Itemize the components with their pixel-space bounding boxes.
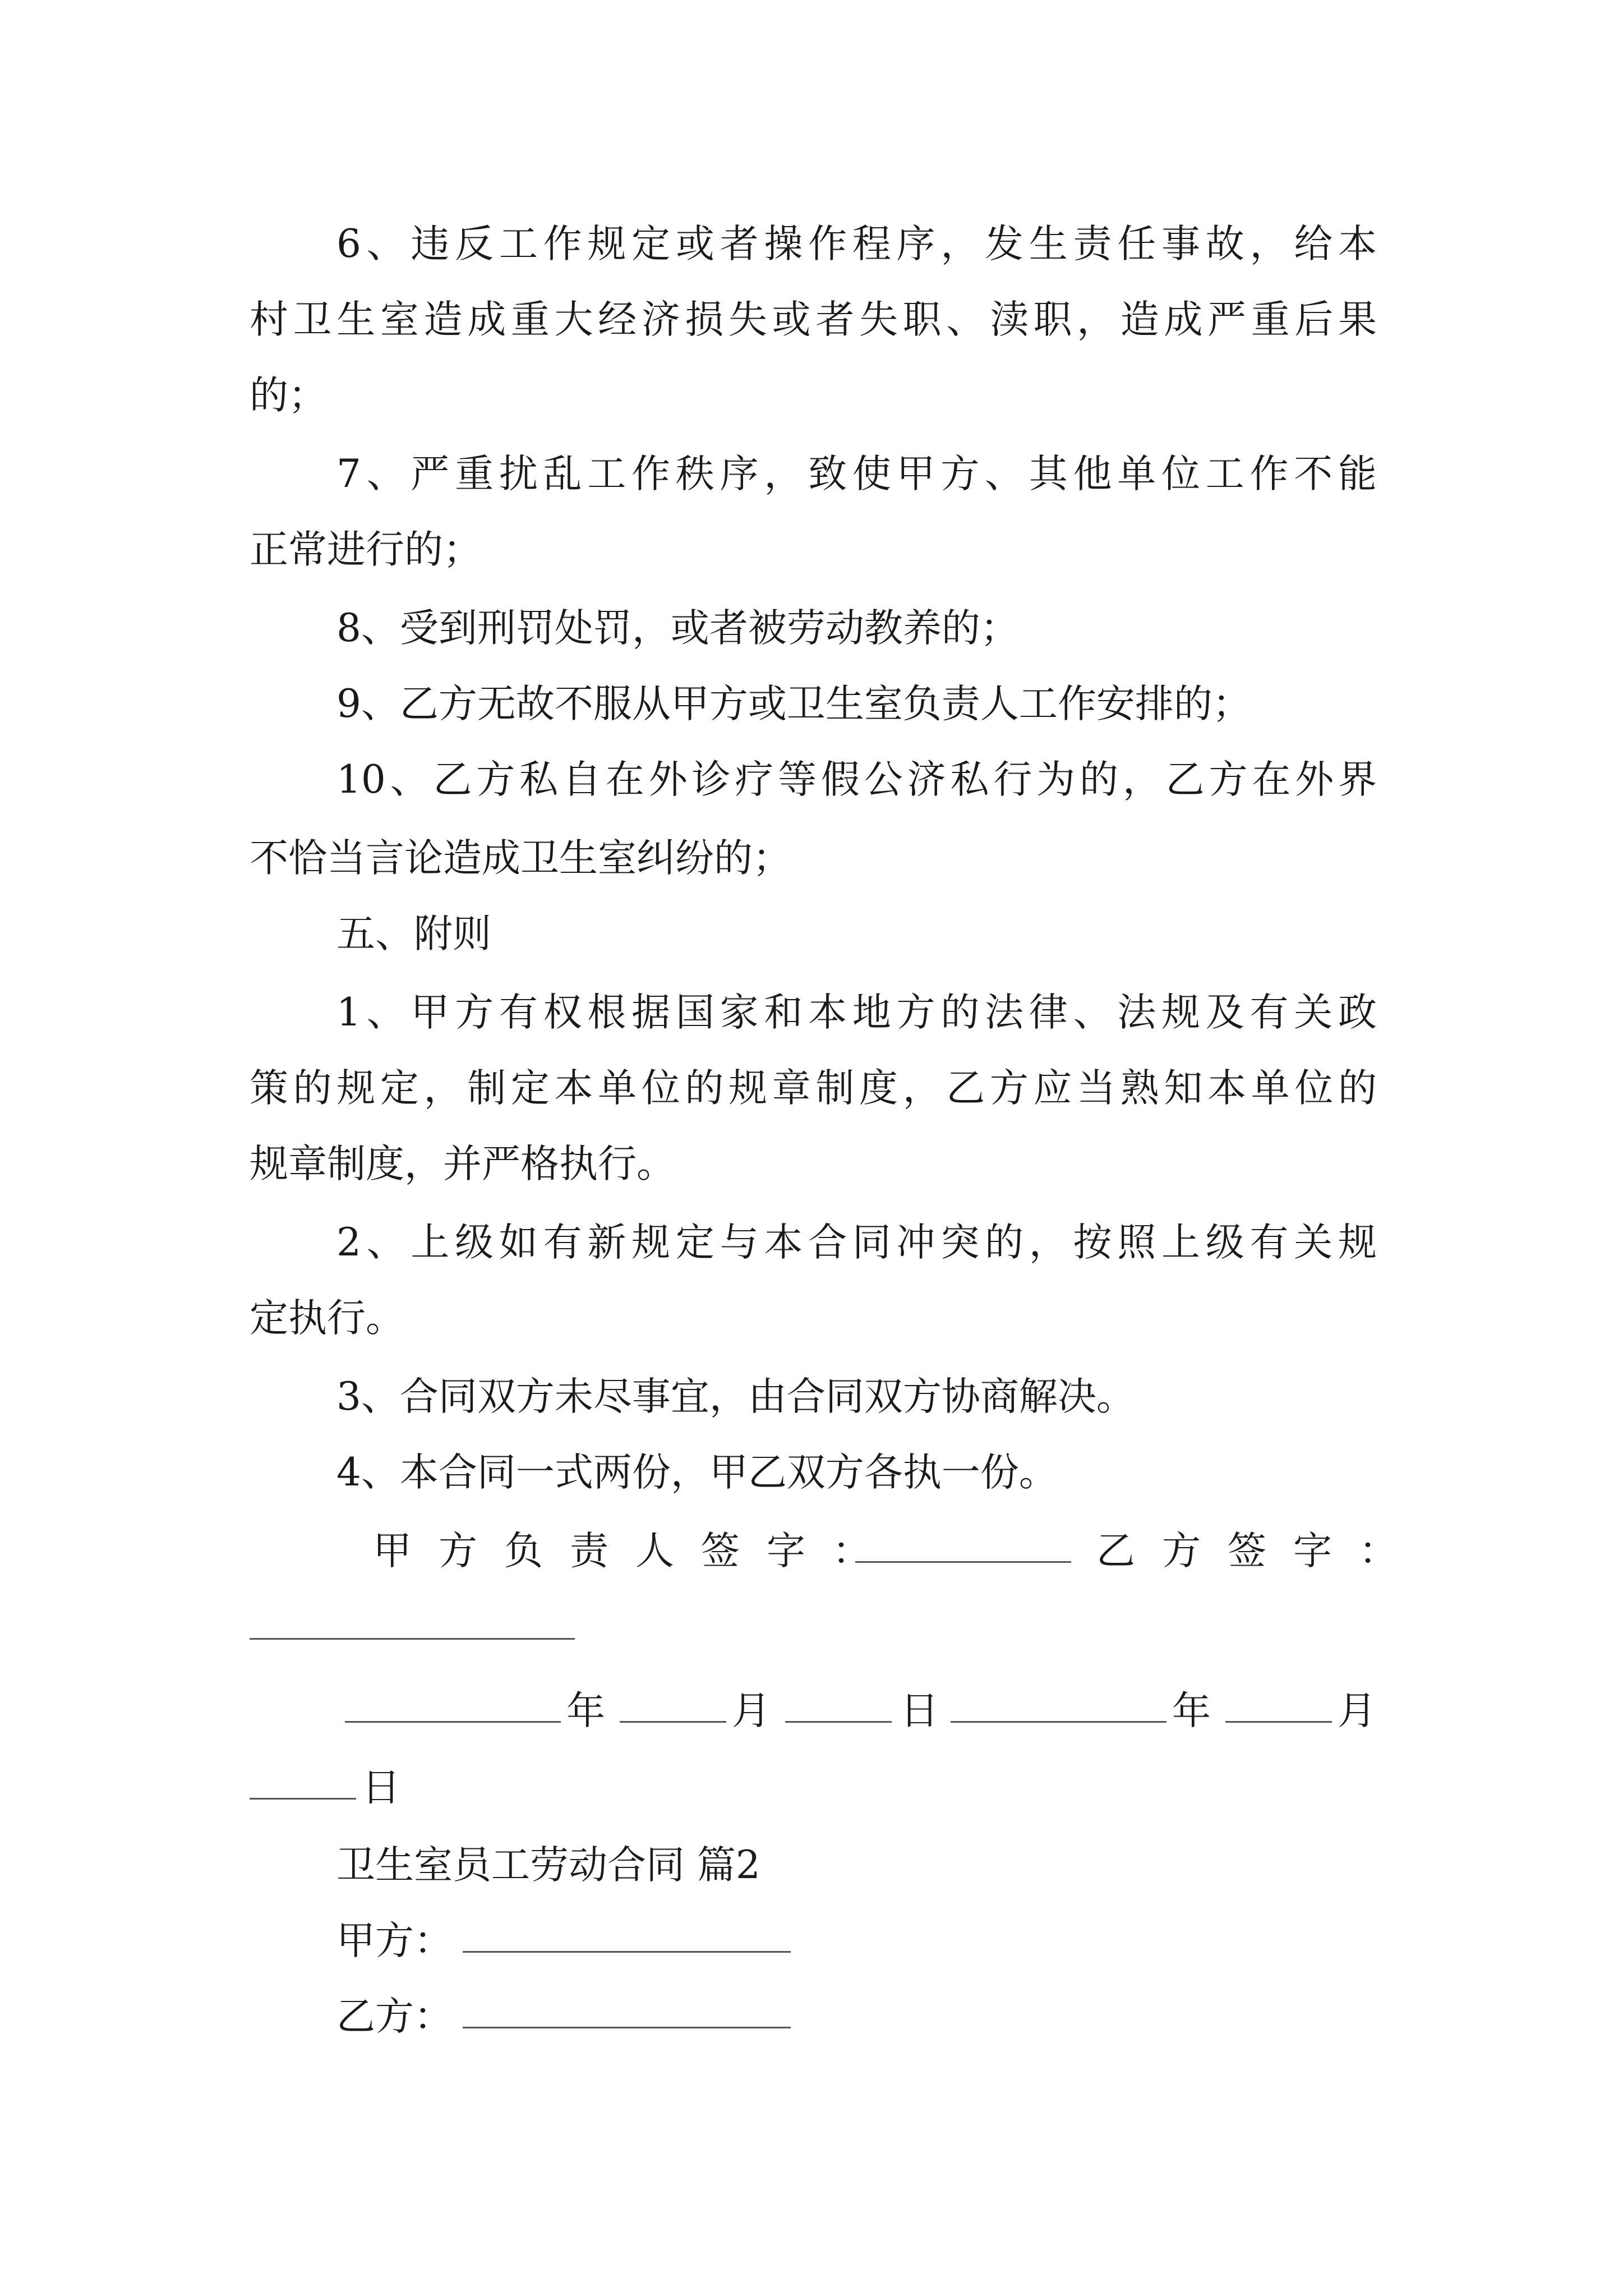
sign-party-b-label: 乙方签字： [1096,1529,1424,1573]
article-1-line-3: 规章制度，并严格执行。 [250,1142,675,1186]
para-6-line-3: 的； [250,373,327,418]
section-5-heading: 五、附则 [336,912,491,956]
date-a-month-label: 月 [732,1688,771,1733]
date-b-day-blank [250,1798,356,1800]
date-b-day-label: 日 [362,1765,400,1810]
para-10-line-2: 不恰当言论造成卫生室纠纷的； [250,836,791,881]
sign-party-b-blank [250,1638,575,1640]
sign-party-a-blank [855,1561,1071,1563]
party-b-label: 乙方： [336,1994,453,2039]
para-7-line-1: 7、严重扰乱工作秩序，致使甲方、其他单位工作不能 [336,452,1377,496]
article-3: 3、合同双方未尽事宜，由合同双方协商解决。 [336,1374,1135,1419]
article-4: 4、本合同一式两份，甲乙双方各执一份。 [336,1450,1058,1495]
article-2-line-2: 定执行。 [250,1296,404,1341]
para-6-line-2: 村卫生室造成重大经济损失或者失职、渎职，造成严重后果 [250,297,1377,342]
date-b-year-label: 年 [1172,1688,1211,1733]
party-a-blank [463,1951,791,1953]
para-9: 9、乙方无故不服从甲方或卫生室负责人工作安排的； [336,682,1251,726]
date-b-year-blank [951,1721,1166,1723]
sign-party-a-label: 甲方负责人签字： [373,1529,898,1573]
date-a-day-blank [785,1721,892,1723]
date-b-month-blank [1225,1721,1332,1723]
party-b-blank [463,2027,791,2028]
date-a-month-blank [620,1721,726,1723]
date-a-day-label: 日 [900,1688,939,1733]
contract-2-title: 卫生室员工劳动合同 篇2 [336,1843,760,1888]
para-6-line-1: 6、违反工作规定或者操作程序，发生责任事故，给本 [336,222,1377,266]
article-1-line-2: 策的规定，制定本单位的规章制度，乙方应当熟知本单位的 [250,1066,1377,1111]
date-b-month-label: 月 [1338,1688,1376,1733]
para-7-line-2: 正常进行的； [250,527,482,572]
date-a-year-blank [345,1721,561,1723]
para-8: 8、受到刑罚处罚，或者被劳动教养的； [336,606,1019,651]
article-1-line-1: 1、甲方有权根据国家和本地方的法律、法规及有关政 [336,990,1377,1035]
para-10-line-1: 10、乙方私自在外诊疗等假公济私行为的，乙方在外界 [336,757,1377,802]
article-2-line-1: 2、上级如有新规定与本合同冲突的，按照上级有关规 [336,1220,1377,1265]
party-a-label: 甲方： [336,1918,453,1963]
date-a-year-label: 年 [566,1688,605,1733]
